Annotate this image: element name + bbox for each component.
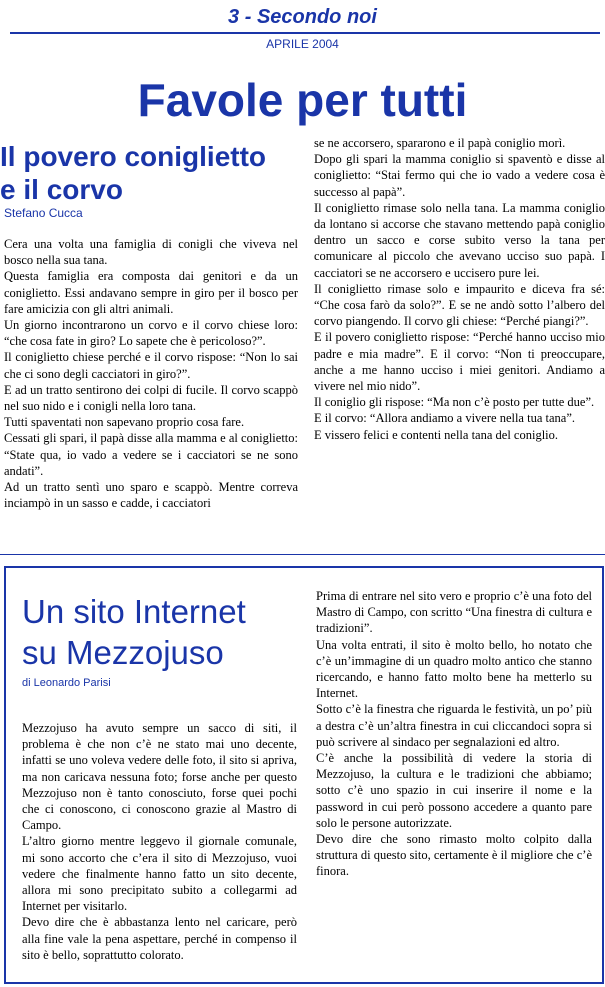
article-divider <box>0 554 605 555</box>
article-author: Stefano Cucca <box>4 206 83 220</box>
paragraph: Questa famiglia era composta dai genitori e da un coniglietto. Essi andavano sempre in giro per il bosco per fare amicizia con gli altri animali. <box>4 269 298 316</box>
article-title-line: Il povero coniglietto <box>0 141 267 172</box>
paragraph: Cessati gli spari, il papà disse alla mamma e al coniglietto: “State qua, io vado a vedere se i cacciatori se ne sono andati”. <box>4 431 298 478</box>
issue-date: APRILE 2004 <box>266 37 339 51</box>
article-column-left <box>4 236 298 511</box>
article-column-right <box>316 588 592 880</box>
article-title-line: Un sito Internet <box>22 593 246 630</box>
paragraph: Il coniglietto chiese perché e il corvo rispose: “Non lo sai che ci sono degli cacciatori in giro?”. <box>4 350 298 381</box>
paragraph: Un giorno incontrarono un corvo e il corvo chiese loro: “che cosa fate in giro? Lo sapete che è pericoloso?”. <box>4 318 298 349</box>
paragraph: Mezzojuso ha avuto sempre un sacco di siti, il problema è che non c’è ne stato mai uno decente, infatti se uno voleva vedere delle foto, il sito si apriva, ma non caricava nessuna foto; forse anche per questo Mezzojuso non è tanto conosciuto, forse quei pochi che ci conoscono, ci conoscono grazie al Mastro di Campo. <box>22 721 297 833</box>
paragraph: C’è anche la possibilità di vedere la storia di Mezzojuso, la cultura e le tradizioni che abbiamo; sotto c’è uno spazio in cui inserire il nome e la password in cui però possono accedere a quanto pare solo le persone autorizzate. <box>316 751 592 830</box>
paragraph: Cera una volta una famiglia di conigli che viveva nel bosco nella sua tana. <box>4 237 298 268</box>
paragraph: Il coniglietto rimase solo e impaurito e diceva fra sé: “Che cosa farò da solo?”. E se ne andò sotto l’albero del corvo piangendo. Il corvo gli chiese: “Perché piangi?”. <box>314 281 605 329</box>
header-divider <box>10 32 600 34</box>
article-title-line: e il corvo <box>0 174 123 205</box>
paragraph: Devo dire che sono rimasto molto colpito dalla struttura di questo sito, certamente è il migliore che c’è finora. <box>316 832 592 879</box>
paragraph: E vissero felici e contenti nella tana del coniglio. <box>314 427 559 442</box>
article-title-line: su Mezzojuso <box>22 634 224 671</box>
paragraph: Tutti spaventati non sapevano proprio cosa fare. <box>4 415 245 430</box>
paragraph: Il coniglio gli rispose: “Ma non c’è posto per tutte due”. <box>314 395 595 410</box>
page-header-title: 3 - Secondo noi <box>228 6 377 28</box>
paragraph: Sotto c’è la finestra che riguarda le festività, un po’ più a destra c’è un’altra finestra in cui cliccandoci sopra si può scrivere al sindaco per segnalazioni ed altro. <box>316 702 592 749</box>
paragraph: se ne accorsero, spararono e il papà coniglio morì. <box>314 136 566 150</box>
paragraph: Una volta entrati, il sito è molto bello, ho notato che c’è un’immagine di un quadro molto antico che stanno ricercando, e hanno fatto molto bene ha metterlo su Internet. <box>316 637 592 701</box>
paragraph: Devo dire che è abbastanza lento nel caricare, però alla fine vale la pena aspettare, perché in compenso il sito è bello, soprattutto colorato. <box>22 915 297 962</box>
paragraph: Ad un tratto sentì uno sparo e scappò. Mentre correva inciampò in un sasso e cadde, i cacciatori <box>4 480 298 511</box>
article-column-left <box>22 720 297 963</box>
paragraph: Prima di entrare nel sito vero e proprio c’è una foto del Mastro di Campo, con scritto “Una finestra di cultura e tradizioni”. <box>316 589 592 636</box>
paragraph: Il coniglietto rimase solo nella tana. La mamma coniglio da lontano si accorse che stavano mettendo papà coniglio dentro un sacco e corse subito verso la tana per comunicare al piccolo che avevano ucciso suo papà. I cacciatori se ne accorsero e uccisero pure lei. <box>314 200 605 280</box>
section-title: Favole per tutti <box>137 74 468 126</box>
article-title <box>0 140 300 206</box>
article-title <box>22 591 312 673</box>
paragraph: Dopo gli spari la mamma coniglio si spaventò e disse al coniglietto: “Stai fermo qui che io vado a vedere cosa è successo al papà”. <box>314 152 605 199</box>
paragraph: E il povero coniglietto rispose: “Perché hanno ucciso mio padre e mia madre”. E il corvo: “Non ti preoccupare, anche a me hanno ucciso i miei genitori. Andiamo a vivere nel mio nido”. <box>314 330 605 394</box>
article-column-right <box>314 135 605 443</box>
article-author: di Leonardo Parisi <box>22 677 111 689</box>
paragraph: L’altro giorno mentre leggevo il giornale comunale, mi sono accorto che c’era il sito di Mezzojuso, vuoi vedere che finalmente hanno fatto un sito decente, allora mi sono precipitato subito a collegarmi ad Internet per visitarlo. <box>22 834 297 914</box>
paragraph: E ad un tratto sentirono dei colpi di fucile. Il corvo scappò nel suo nido e i conigli nella loro tana. <box>4 382 298 414</box>
paragraph: E il corvo: “Allora andiamo a vivere nella tua tana”. <box>314 411 575 426</box>
